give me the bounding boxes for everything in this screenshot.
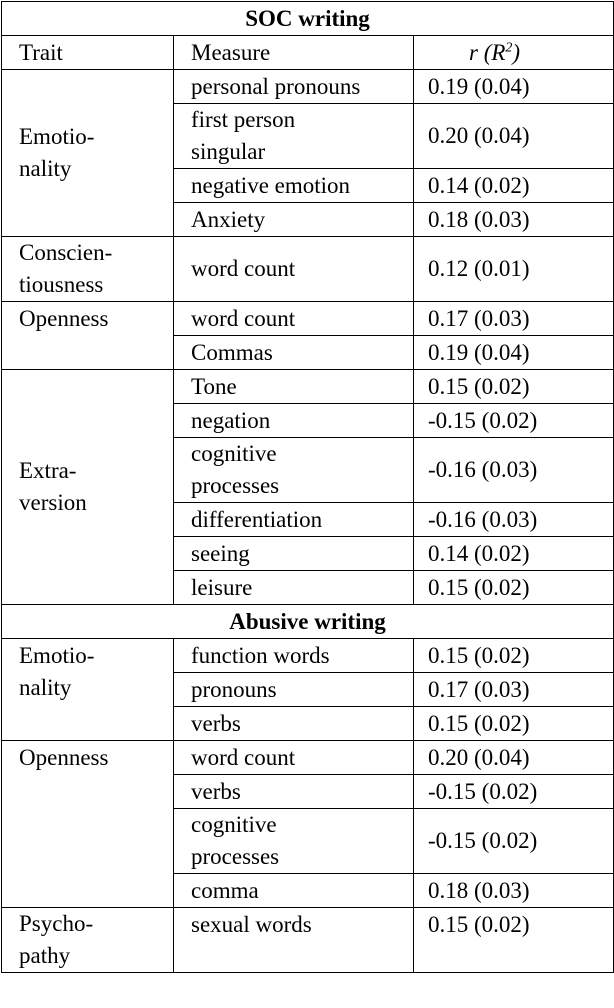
column-header-r	[414, 36, 614, 70]
table-row	[2, 639, 614, 673]
trait-line: nality	[19, 675, 72, 700]
trait-cell	[2, 237, 174, 302]
r-cell: -0.15 (0.02)	[414, 809, 614, 874]
table-row	[2, 302, 614, 336]
trait-line: version	[19, 490, 87, 515]
r-cell: 0.15 (0.02)	[414, 370, 614, 404]
r-superscript: 2	[505, 39, 513, 55]
r-cell: 0.15 (0.02)	[414, 707, 614, 741]
measure-line: singular	[191, 139, 266, 164]
measure-cell: word count	[174, 741, 414, 775]
r-cell: 0.12 (0.01)	[414, 237, 614, 302]
section-header-row	[2, 605, 614, 639]
measure-cell	[174, 809, 414, 874]
r-cell: 0.20 (0.04)	[414, 741, 614, 775]
measure-cell: seeing	[174, 537, 414, 571]
measure-cell: Anxiety	[174, 203, 414, 237]
section-header-row	[2, 2, 614, 36]
measure-cell: pronouns	[174, 673, 414, 707]
table-row	[2, 370, 614, 404]
measure-line: processes	[191, 473, 280, 498]
measure-cell: comma	[174, 874, 414, 908]
measure-cell	[174, 104, 414, 169]
section-title-soc: SOC writing	[2, 2, 614, 36]
r-cell: 0.15 (0.02)	[414, 908, 614, 973]
column-header-row	[2, 36, 614, 70]
measure-line: cognitive	[191, 441, 277, 466]
trait-line: Extra-	[19, 458, 77, 483]
r-cell: 0.14 (0.02)	[414, 169, 614, 203]
measure-cell: differentiation	[174, 503, 414, 537]
r-cell: 0.15 (0.02)	[414, 639, 614, 673]
trait-line: nality	[19, 156, 72, 181]
trait-line: pathy	[19, 943, 71, 968]
trait-line: tiousness	[19, 272, 104, 297]
r-cell: 0.18 (0.03)	[414, 203, 614, 237]
measure-cell: negation	[174, 404, 414, 438]
measure-cell	[174, 438, 414, 503]
trait-cell	[2, 70, 174, 237]
measure-line: cognitive	[191, 812, 277, 837]
trait-line: Emotio-	[19, 124, 95, 149]
r-cell: -0.16 (0.03)	[414, 438, 614, 503]
table-row	[2, 237, 614, 302]
column-header-trait: Trait	[2, 36, 174, 70]
r-close: )	[512, 39, 521, 65]
trait-line: Emotio-	[19, 643, 95, 668]
measure-cell: verbs	[174, 707, 414, 741]
r-cell: 0.20 (0.04)	[414, 104, 614, 169]
measure-cell: personal pronouns	[174, 70, 414, 104]
measure-cell: Commas	[174, 336, 414, 370]
r-cell: 0.15 (0.02)	[414, 571, 614, 605]
r-cell: -0.15 (0.02)	[414, 404, 614, 438]
measure-line: first person	[191, 107, 296, 132]
r-cell: 0.17 (0.03)	[414, 673, 614, 707]
r-label: r (R	[469, 39, 506, 65]
table-row	[2, 908, 614, 973]
trait-cell: Openness	[2, 741, 174, 908]
measure-cell: function words	[174, 639, 414, 673]
trait-line: Psycho-	[19, 911, 94, 936]
measure-cell: word count	[174, 302, 414, 336]
r-cell: 0.19 (0.04)	[414, 70, 614, 104]
measure-cell: verbs	[174, 775, 414, 809]
measure-cell: negative emotion	[174, 169, 414, 203]
r-cell: -0.16 (0.03)	[414, 503, 614, 537]
r-cell: 0.14 (0.02)	[414, 537, 614, 571]
trait-cell	[2, 908, 174, 973]
section-title-abusive: Abusive writing	[2, 605, 614, 639]
measure-cell: sexual words	[174, 908, 414, 973]
trait-cell: Openness	[2, 302, 174, 370]
r-cell: 0.17 (0.03)	[414, 302, 614, 336]
results-table	[1, 1, 614, 973]
measure-line: processes	[191, 844, 280, 869]
r-cell: -0.15 (0.02)	[414, 775, 614, 809]
table-row	[2, 741, 614, 775]
r-cell: 0.19 (0.04)	[414, 336, 614, 370]
trait-line: Conscien-	[19, 240, 113, 265]
trait-cell	[2, 370, 174, 605]
measure-cell: Tone	[174, 370, 414, 404]
table-row	[2, 70, 614, 104]
column-header-measure: Measure	[174, 36, 414, 70]
r-cell: 0.18 (0.03)	[414, 874, 614, 908]
measure-cell: leisure	[174, 571, 414, 605]
trait-cell	[2, 639, 174, 741]
measure-cell: word count	[174, 237, 414, 302]
